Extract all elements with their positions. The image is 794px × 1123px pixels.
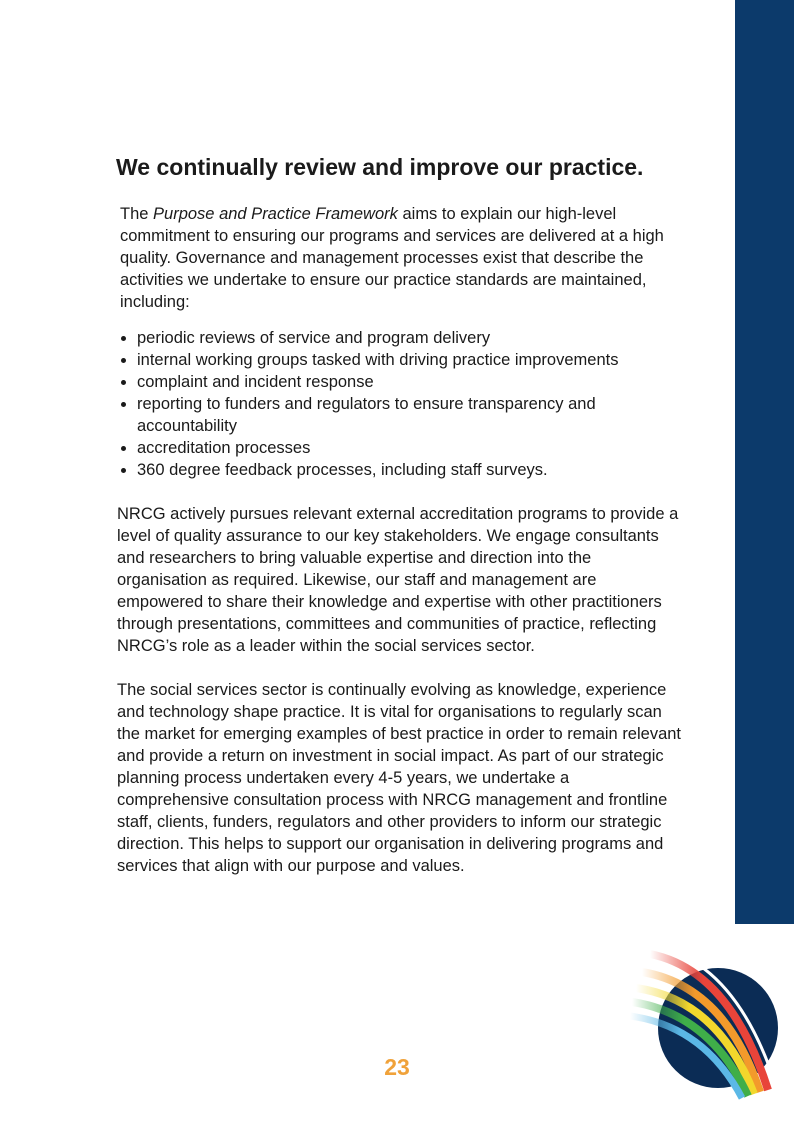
list-item: internal working groups tasked with driving practice improvements	[120, 349, 680, 371]
list-item: complaint and incident response	[120, 371, 680, 393]
rainbow-arc-logo-icon	[610, 940, 794, 1100]
list-item: periodic reviews of service and program delivery	[120, 327, 680, 349]
accreditation-paragraph: NRCG actively pursues relevant external accreditation programs to provide a level of quality assurance to our key stakeholders. We engage consultants and researchers to bring valuable expertise and direction into the organisation as required. Likewise, our staff and management are empowered to share their knowledge and expertise with other practitioners through presentations, committees and communities of practice, reflecting NRCG’s role as a leader within the social services sector.	[117, 505, 679, 655]
intro-rest: aims to explain our high-level commitment to ensuring our programs and services are delivered at a high quality. Governance and management processes exist that describe the activities we undertake to ensure our practice standards are maintained, including:	[120, 205, 664, 311]
intro-prefix: The	[120, 205, 154, 223]
list-item: 360 degree feedback processes, including staff surveys.	[120, 459, 680, 481]
sector-evolution-paragraph: The social services sector is continually evolving as knowledge, experience and technology shape practice. It is vital for organisations to regularly scan the market for emerging examples of best practice in order to remain relevant and provide a return on investment in social impact. As part of our strategic planning process undertaken every 4-5 years, we undertake a comprehensive consultation process with NRCG management and frontline staff, clients, funders, regulators and other providers to inform our strategic direction. This helps to support our organisation in delivering programs and services that align with our purpose and values.	[117, 681, 682, 875]
page-number: 23	[384, 1054, 410, 1080]
intro-paragraph	[120, 203, 680, 313]
side-accent-bar	[735, 0, 794, 924]
page-title: We continually review and improve our practice.	[116, 154, 644, 180]
practice-activities-list	[120, 327, 680, 481]
list-item: accreditation processes	[120, 437, 680, 459]
list-item: reporting to funders and regulators to ensure transparency and accountability	[120, 393, 680, 437]
framework-title: Purpose and Practice Framework	[153, 205, 398, 223]
